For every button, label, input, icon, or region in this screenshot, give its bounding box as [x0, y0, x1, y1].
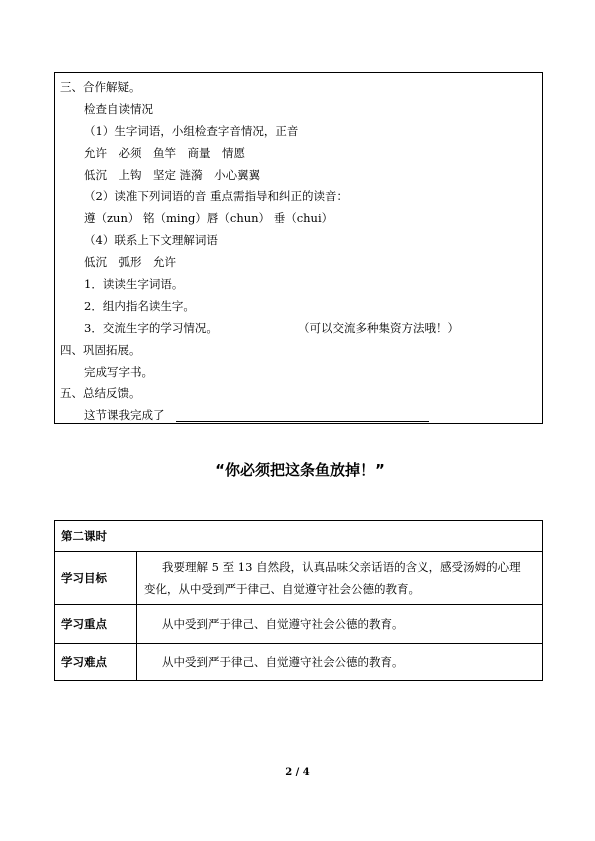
word-list-line — [55, 143, 542, 165]
page-number: 2 / 4 — [285, 767, 310, 778]
table-row — [55, 644, 543, 681]
step-line — [55, 362, 542, 384]
step-line-text: （4）联系上下文理解词语 — [84, 233, 218, 248]
step-line — [55, 121, 542, 143]
step-line-text: 完成写字书。 — [84, 364, 153, 379]
row-content: 从中受到严于律己、自觉遵守社会公德的教育。 — [137, 644, 543, 681]
table-header: 第二课时 — [55, 521, 543, 552]
word-list-text: 允许 必须 鱼竿 商量 情愿 — [84, 145, 245, 160]
fill-in-blank — [176, 409, 429, 422]
pronunciation-line — [55, 208, 542, 230]
numbered-step — [55, 274, 542, 296]
lesson-info-table — [54, 520, 543, 681]
step-note: （可以交流多种集资方法哦！） — [298, 320, 459, 335]
word-list-line — [55, 252, 542, 274]
row-content: 我要理解 5 至 13 自然段，认真品味父亲话语的含义，感受汤姆的心理变化，从中受到严于律己、自觉遵守社会公德的教育。 — [137, 552, 543, 605]
section-heading — [55, 340, 542, 362]
table-header-row — [55, 521, 543, 552]
step-line — [55, 186, 542, 208]
row-label: 学习重点 — [55, 605, 137, 644]
word-list-text: 低沉 弧形 允许 — [84, 255, 176, 270]
step-line — [55, 99, 542, 121]
step-line-text: 检查自读情况 — [84, 101, 153, 116]
summary-line — [55, 405, 542, 427]
summary-text: 这节课我完成了 — [84, 408, 165, 423]
row-label: 学习目标 — [55, 552, 137, 605]
section-heading — [55, 77, 542, 99]
row-label: 学习难点 — [55, 644, 137, 681]
numbered-step — [55, 296, 542, 318]
word-list-text: 低沉 上钩 坚定 涟漪 小心翼翼 — [84, 167, 261, 182]
table-row — [55, 605, 543, 644]
row-content: 从中受到严于律己、自觉遵守社会公德的教育。 — [137, 605, 543, 644]
step-line — [55, 230, 542, 252]
numbered-step-text: 1．读读生字词语。 — [84, 277, 184, 292]
numbered-step-text: 3．交流生字的学习情况。 — [84, 320, 218, 335]
numbered-step — [55, 318, 542, 340]
pronunciation-text: 遵（zun） 铭（ming）唇（chun） 垂（chui） — [84, 211, 334, 226]
step-line-text: （1）生字词语，小组检查字音情况，正音 — [84, 123, 299, 138]
lesson-title: “你必须把这条鱼放掉！” — [215, 461, 385, 479]
numbered-step-text: 2．组内指名读生字。 — [84, 298, 195, 313]
word-list-line — [55, 165, 542, 187]
section-heading-text: 四、巩固拓展。 — [60, 342, 141, 357]
step-line-text: （2）读准下列词语的音 重点需指导和纠正的读音： — [84, 189, 348, 204]
table-row — [55, 552, 543, 605]
section-heading-text: 五、总结反馈。 — [60, 386, 141, 401]
section-heading-text: 三、合作解疑。 — [60, 80, 141, 94]
section-heading — [55, 383, 542, 405]
lesson-steps-box — [54, 72, 543, 424]
